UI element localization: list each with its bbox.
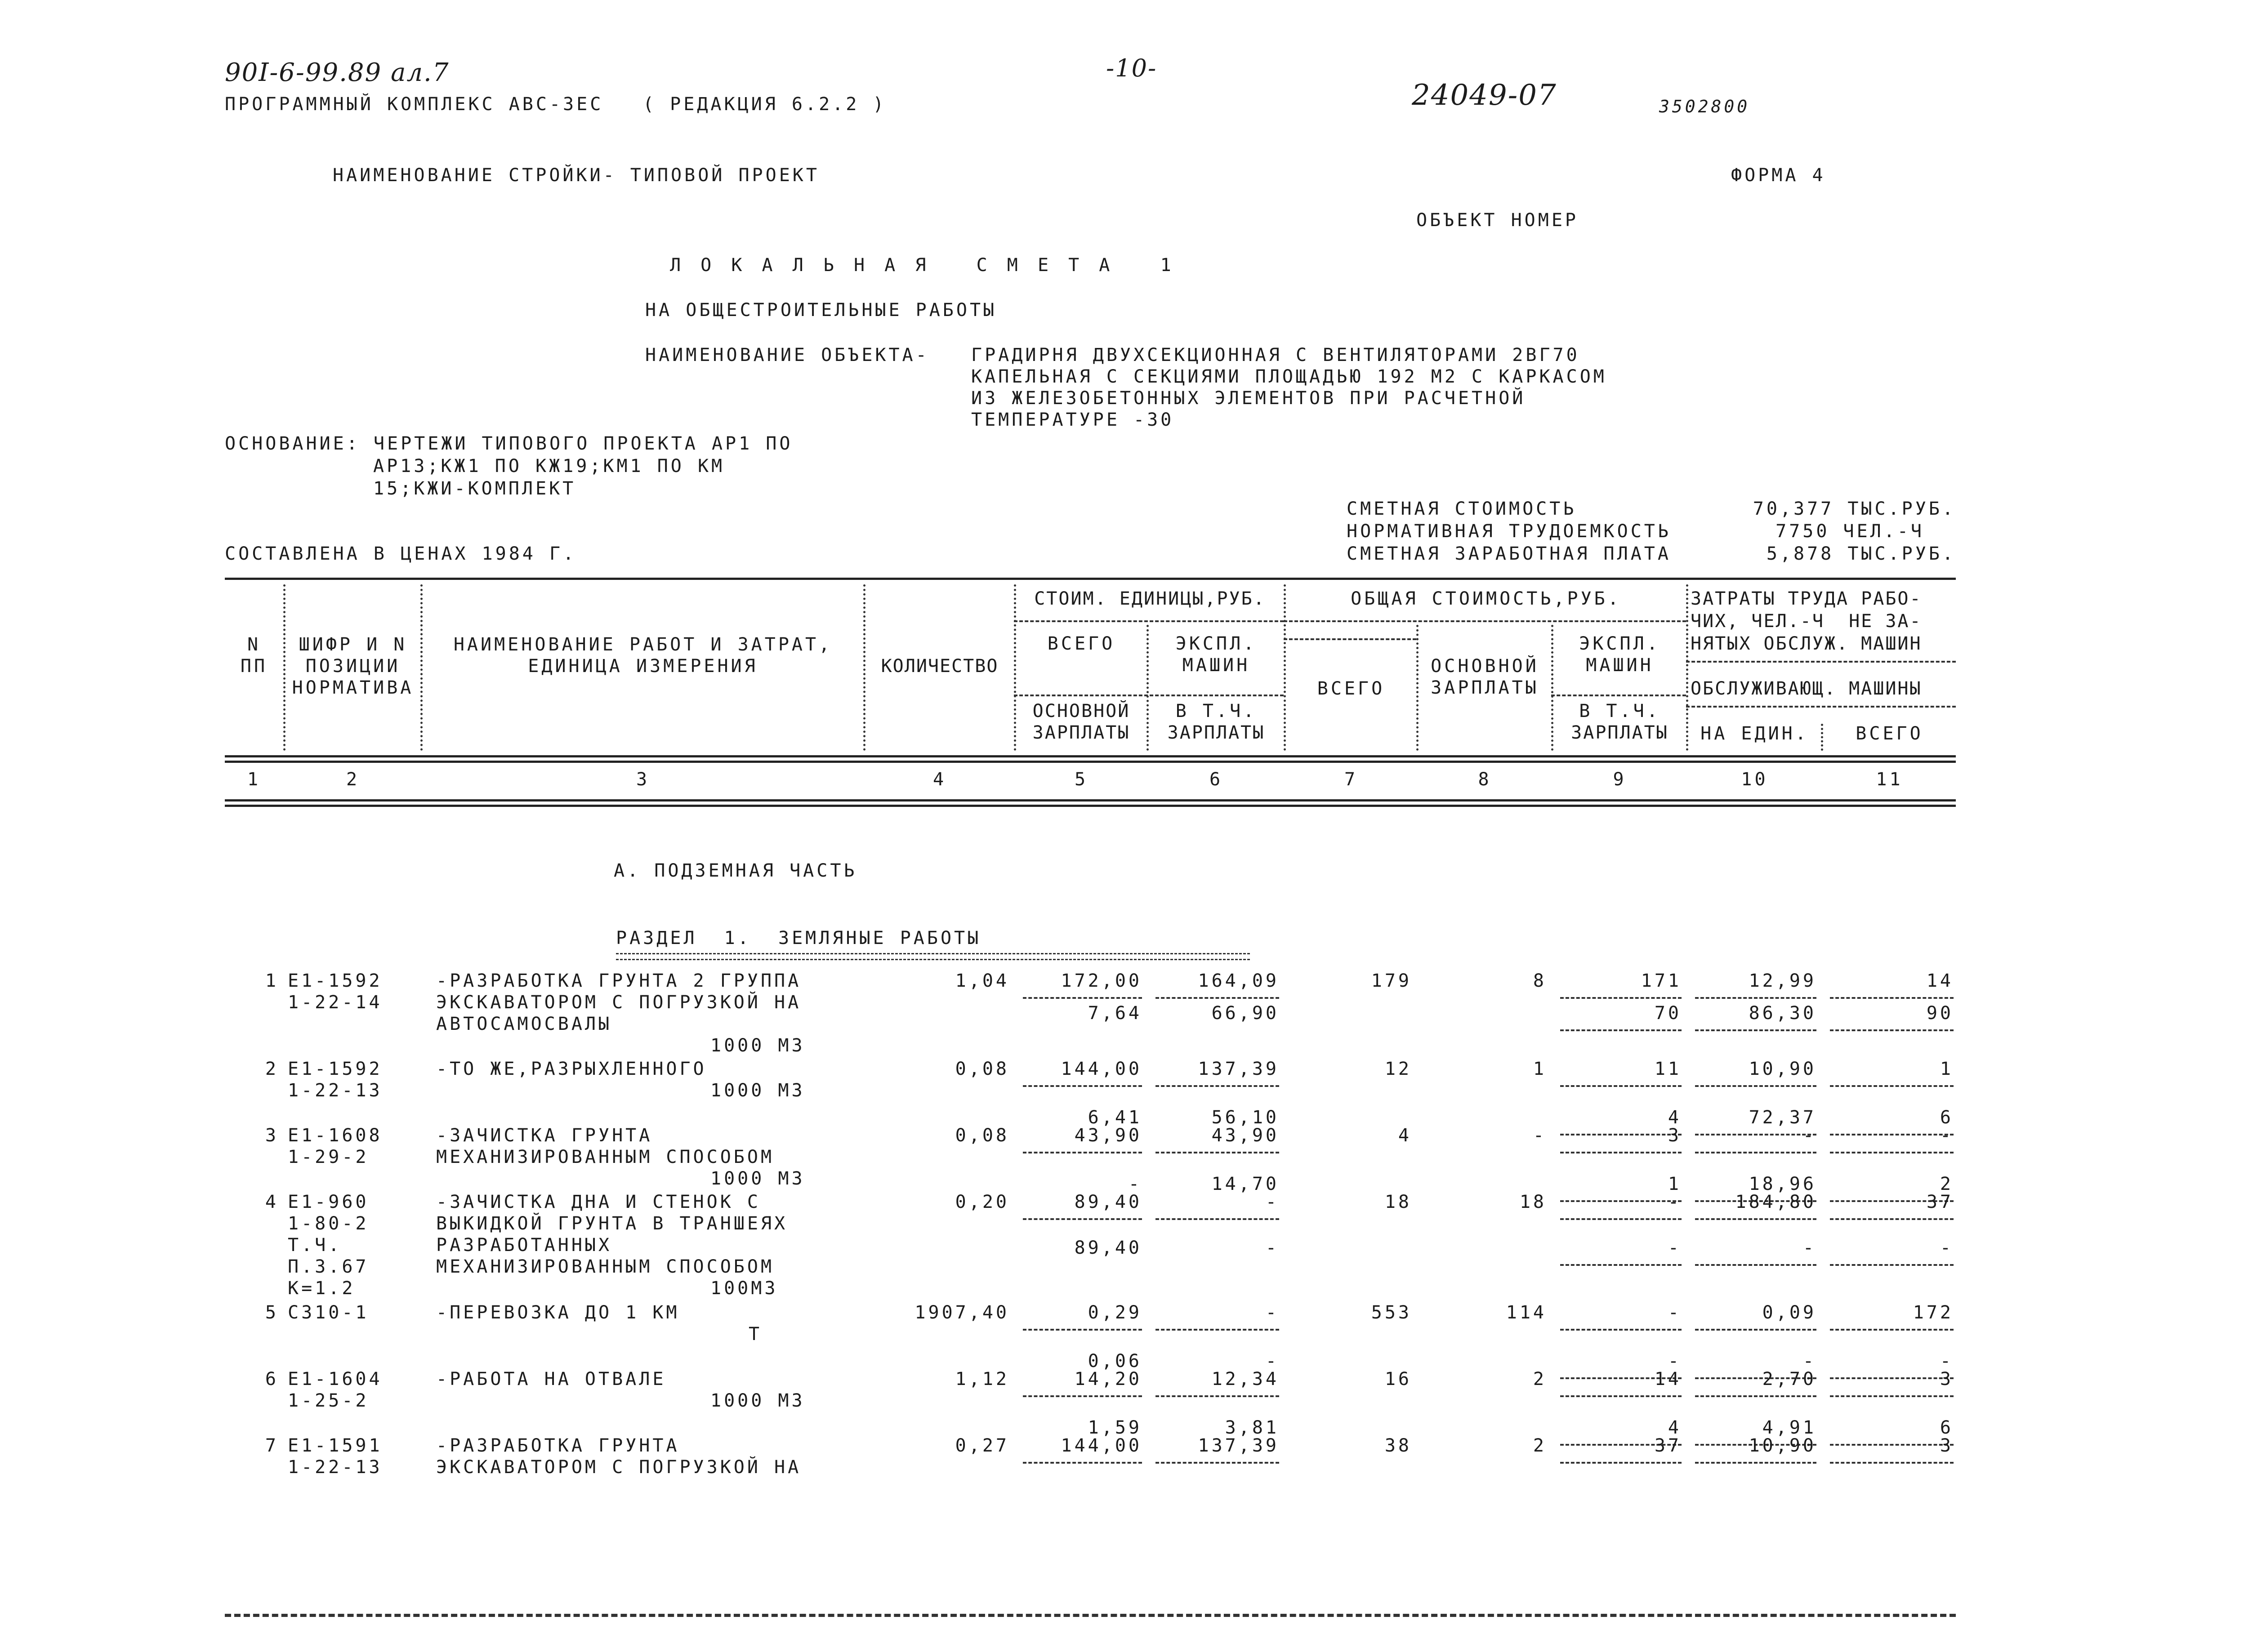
row-total-machines: 37	[1654, 1435, 1682, 1456]
row-unit: 1000 М3	[710, 1080, 805, 1101]
row-name: -ЗАЧИСТКА ГРУНТА	[436, 1125, 653, 1146]
col-labor: ЗАТРАТЫ ТРУДА РАБО-	[1691, 588, 1922, 609]
cell-underline	[1023, 1085, 1142, 1087]
row-total-wage: -	[1533, 1125, 1547, 1146]
row-total-machines: 3	[1668, 1125, 1682, 1146]
cell-underline	[1830, 997, 1954, 999]
row-total-wage: 2	[1533, 1369, 1547, 1389]
row-quantity: 1907,40	[915, 1302, 1009, 1323]
row-labor-machine-unit: 18,96	[1749, 1174, 1816, 1194]
col-unit-total: ВСЕГО	[1047, 633, 1115, 654]
prices-basis: СОСТАВЛЕНА В ЦЕНАХ 1984 Г.	[225, 543, 577, 564]
header-rule	[225, 799, 1956, 802]
row-number: 2	[265, 1059, 279, 1079]
row-unit: 1000 М3	[710, 1168, 805, 1189]
row-unit-total: 144,00	[1061, 1059, 1142, 1079]
page-bottom-rule	[225, 1614, 1956, 1617]
summary-value: 7750 ЧЕЛ.-Ч	[1776, 521, 1924, 542]
row-code: 1-29-2	[288, 1147, 369, 1167]
cell-underline	[1830, 1085, 1954, 1087]
row-labor-machine-total: 6	[1940, 1107, 1954, 1128]
header-rule	[1014, 695, 1284, 696]
col-code: ПОЗИЦИИ	[305, 656, 401, 677]
row-total-machines: 11	[1654, 1059, 1682, 1079]
object-line: КАПЕЛЬНАЯ С СЕКЦИЯМИ ПЛОЩАДЬЮ 192 М2 С КАРКАСОМ	[971, 366, 1607, 387]
cell-underline	[1023, 1329, 1142, 1331]
row-unit-total: 14,20	[1074, 1369, 1142, 1389]
cell-underline	[1155, 1218, 1279, 1220]
row-labor-per-unit: 10,90	[1749, 1435, 1816, 1456]
row-code: Е1-1604	[288, 1369, 383, 1389]
cell-underline	[1560, 1395, 1682, 1397]
row-labor-machine-unit: 4,91	[1762, 1417, 1816, 1438]
row-unit-wage: 7,64	[1088, 1003, 1142, 1024]
row-unit-incl: -	[1265, 1238, 1279, 1258]
cell-underline	[1695, 1329, 1816, 1331]
col-npp: ПП	[240, 656, 268, 677]
cell-underline	[1695, 1152, 1816, 1153]
basis-line: ОСНОВАНИЕ: ЧЕРТЕЖИ ТИПОВОГО ПРОЕКТА АР1 ПО	[225, 433, 793, 454]
column-number: 2	[346, 769, 360, 790]
header-rule	[225, 805, 1956, 807]
column-number: 3	[636, 769, 650, 790]
summary-label: НОРМАТИВНАЯ ТРУДОЕМКОСТЬ	[1347, 521, 1671, 542]
cell-underline	[1830, 1462, 1954, 1464]
column-number: 1	[247, 769, 261, 790]
row-name: ЭКСКАВАТОРОМ С ПОГРУЗКОЙ НА	[436, 992, 802, 1013]
cell-underline	[1830, 1029, 1954, 1031]
row-number: 1	[265, 971, 279, 991]
row-unit-machines: 137,39	[1198, 1059, 1279, 1079]
row-total-incl: 70	[1654, 1003, 1682, 1024]
row-unit-machines: 164,09	[1198, 971, 1279, 991]
object-line: ТЕМПЕРАТУРЕ -30	[971, 410, 1174, 430]
header-rule	[1014, 620, 1284, 622]
row-total: 179	[1371, 971, 1412, 991]
cell-underline	[1695, 997, 1816, 999]
row-labor-machine-unit: 86,30	[1749, 1003, 1816, 1024]
row-labor-machine-unit: -	[1802, 1351, 1816, 1371]
row-quantity: 0,08	[955, 1125, 1009, 1146]
row-code: Е1-1591	[288, 1435, 383, 1456]
row-unit-wage: 0,06	[1088, 1351, 1142, 1371]
cell-underline	[1155, 997, 1279, 999]
row-unit-total: 43,90	[1074, 1125, 1142, 1146]
row-labor-per-unit: 0,09	[1762, 1302, 1816, 1323]
row-code: Е1-1608	[288, 1125, 383, 1146]
row-name: -РАБОТА НА ОТВАЛЕ	[436, 1369, 666, 1389]
row-unit-machines: -	[1265, 1192, 1279, 1212]
col-unit-incl: ЗАРПЛАТЫ	[1167, 722, 1265, 743]
summary-label: СМЕТНАЯ СТОИМОСТЬ	[1347, 499, 1577, 519]
row-code: Е1-1592	[288, 971, 383, 991]
column-number: 9	[1613, 769, 1627, 790]
row-total: 553	[1371, 1302, 1412, 1323]
column-number: 5	[1074, 769, 1089, 790]
razdel-title: РАЗДЕЛ 1. ЗЕМЛЯНЫЕ РАБОТЫ	[616, 928, 981, 948]
cell-underline	[1560, 1029, 1682, 1031]
program-name: ПРОГРАММНЫЙ КОМПЛЕКС АВС-3ЕС	[225, 94, 604, 115]
row-unit: 100М3	[710, 1278, 778, 1299]
header-rule	[1686, 661, 1956, 663]
row-total: 38	[1384, 1435, 1412, 1456]
row-labor-machine-total: 6	[1940, 1417, 1954, 1438]
row-code: 1-80-2	[288, 1213, 369, 1234]
row-unit-wage: 6,41	[1088, 1107, 1142, 1128]
row-total-incl: 4	[1668, 1417, 1682, 1438]
row-number: 6	[265, 1369, 279, 1389]
cell-underline	[1830, 1395, 1954, 1397]
row-total-wage: 2	[1533, 1435, 1547, 1456]
row-labor-total: 14	[1926, 971, 1954, 991]
row-total-machines: -	[1668, 1302, 1682, 1323]
col-total-incl: В Т.Ч.	[1579, 701, 1660, 721]
row-labor-per-unit: 12,99	[1749, 971, 1816, 991]
cell-underline	[1830, 1152, 1954, 1153]
row-unit-incl: 14,70	[1211, 1174, 1279, 1194]
row-unit-incl: 3,81	[1225, 1417, 1279, 1438]
row-unit-incl: -	[1265, 1351, 1279, 1371]
row-code: 1-22-14	[288, 992, 383, 1013]
row-labor-per-unit: -	[1802, 1125, 1816, 1146]
cell-underline	[1023, 997, 1142, 999]
row-name: -ТО ЖЕ,РАЗРЫХЛЕННОГО	[436, 1059, 707, 1079]
cell-underline	[1695, 1395, 1816, 1397]
cell-underline	[1560, 1218, 1682, 1220]
row-total: 18	[1384, 1192, 1412, 1212]
row-unit: 1000 М3	[710, 1390, 805, 1411]
object-number: ОБЪЕКТ НОМЕР	[1416, 210, 1579, 231]
column-number: 11	[1876, 769, 1903, 790]
row-unit-incl: 56,10	[1211, 1107, 1279, 1128]
col-total-wage: ЗАРПЛАТЫ	[1431, 677, 1539, 698]
row-labor-total: 3	[1940, 1369, 1954, 1389]
header-rule	[1284, 620, 1686, 622]
row-name: ВЫКИДКОЙ ГРУНТА В ТРАНШЕЯХ	[436, 1213, 788, 1234]
row-number: 3	[265, 1125, 279, 1146]
cell-underline	[1155, 1462, 1279, 1464]
col-labor-total: ВСЕГО	[1856, 723, 1923, 744]
row-code: Е1-960	[288, 1192, 369, 1212]
column-number: 6	[1209, 769, 1223, 790]
row-labor-total: 3	[1940, 1435, 1954, 1456]
row-code: П.3.67	[288, 1256, 369, 1277]
row-quantity: 1,12	[955, 1369, 1009, 1389]
row-unit-total: 89,40	[1074, 1192, 1142, 1212]
summary-value: 70,377 ТЫС.РУБ.	[1753, 499, 1956, 519]
basis-line: АР13;КЖ1 ПО КЖ19;КМ1 ПО КМ	[373, 456, 725, 476]
cell-underline	[1560, 997, 1682, 999]
col-labor: ЧИХ, ЧЕЛ.-Ч НЕ ЗА-	[1691, 611, 1922, 632]
col-unit-wage: ЗАРПЛАТЫ	[1032, 722, 1130, 743]
cell-underline	[1023, 1218, 1142, 1220]
col-total-cost: ОБЩАЯ СТОИМОСТЬ,РУБ.	[1351, 588, 1621, 609]
handwritten-id: 24049-07	[1412, 79, 1557, 112]
cell-underline	[1830, 1329, 1954, 1331]
col-quantity: КОЛИЧЕСТВО	[881, 656, 999, 677]
row-unit: Т	[749, 1324, 763, 1345]
cell-underline	[1155, 1085, 1279, 1087]
row-code: С310-1	[288, 1302, 369, 1323]
row-name: -ПЕРЕВОЗКА ДО 1 КМ	[436, 1302, 680, 1323]
row-total-machines: 14	[1654, 1369, 1682, 1389]
row-labor-machine-total: -	[1940, 1351, 1954, 1371]
col-total-machines: МАШИН	[1586, 655, 1654, 676]
row-labor-machine-unit: -	[1802, 1238, 1816, 1258]
cell-underline	[1560, 1264, 1682, 1266]
column-divider	[1284, 584, 1286, 751]
object-line: ИЗ ЖЕЛЕЗОБЕТОННЫХ ЭЛЕМЕНТОВ ПРИ РАСЧЕТНОЙ	[971, 388, 1526, 409]
row-unit-machines: 43,90	[1211, 1125, 1279, 1146]
row-unit-total: 144,00	[1061, 1435, 1142, 1456]
page-subtitle: НА ОБЩЕСТРОИТЕЛЬНЫЕ РАБОТЫ	[645, 300, 997, 321]
cell-underline	[1023, 1462, 1142, 1464]
cell-underline	[1695, 1029, 1816, 1031]
row-labor-per-unit: 10,90	[1749, 1059, 1816, 1079]
row-total-incl: 4	[1668, 1107, 1682, 1128]
cell-underline	[1560, 1329, 1682, 1331]
row-name: ЭКСКАВАТОРОМ С ПОГРУЗКОЙ НА	[436, 1457, 802, 1478]
cell-underline	[1023, 1152, 1142, 1153]
summary-label: СМЕТНАЯ ЗАРАБОТНАЯ ПЛАТА	[1347, 543, 1671, 564]
project-name: НАИМЕНОВАНИЕ СТРОЙКИ- ТИПОВОЙ ПРОЕКТ	[333, 165, 820, 186]
row-quantity: 0,20	[955, 1192, 1009, 1212]
row-labor-machine-total: 2	[1940, 1174, 1954, 1194]
col-unit-machines: МАШИН	[1182, 655, 1250, 676]
row-total: 16	[1384, 1369, 1412, 1389]
row-unit-machines: 137,39	[1198, 1435, 1279, 1456]
cell-underline	[1560, 1152, 1682, 1153]
cell-underline	[1560, 1462, 1682, 1464]
row-total-incl: -	[1668, 1351, 1682, 1371]
cell-underline	[1155, 1152, 1279, 1153]
cell-underline	[1155, 1395, 1279, 1397]
col-unit-incl: В Т.Ч.	[1175, 701, 1257, 721]
cell-underline	[1155, 1329, 1279, 1331]
row-total-wage: 18	[1519, 1192, 1547, 1212]
row-labor-total: -	[1940, 1125, 1954, 1146]
row-unit-total: 172,00	[1061, 971, 1142, 991]
row-unit: 1000 М3	[710, 1035, 805, 1056]
header-top-rule	[225, 578, 1956, 580]
row-name: -ЗАЧИСТКА ДНА И СТЕНОК С	[436, 1192, 761, 1212]
edition: ( РЕДАКЦИЯ 6.2.2 )	[643, 94, 887, 115]
row-number: 4	[265, 1192, 279, 1212]
row-total-incl: 1	[1668, 1174, 1682, 1194]
cell-underline	[1830, 1264, 1954, 1266]
header-rule	[1686, 706, 1956, 708]
row-total-machines: 171	[1641, 971, 1682, 991]
col-code: НОРМАТИВА	[292, 677, 414, 698]
col-total-all: ВСЕГО	[1317, 678, 1385, 699]
cell-underline	[1695, 1218, 1816, 1220]
col-code: ШИФР И N	[299, 634, 407, 655]
row-total-wage: 8	[1533, 971, 1547, 991]
row-name: -РАЗРАБОТКА ГРУНТА 2 ГРУППА	[436, 971, 802, 991]
col-labor-machines: ОБСЛУЖИВАЮЩ. МАШИНЫ	[1691, 678, 1922, 699]
col-labor: НЯТЫХ ОБСЛУЖ. МАШИН	[1691, 633, 1922, 654]
row-quantity: 0,27	[955, 1435, 1009, 1456]
row-unit-machines: 12,34	[1211, 1369, 1279, 1389]
row-quantity: 1,04	[955, 971, 1009, 991]
col-unit-machines: ЭКСПЛ.	[1175, 633, 1257, 654]
cell-underline	[1023, 1395, 1142, 1397]
col-total-incl: ЗАРПЛАТЫ	[1571, 722, 1669, 743]
object-line: ГРАДИРНЯ ДВУХСЕКЦИОННАЯ С ВЕНТИЛЯТОРАМИ 2ВГ70	[971, 345, 1580, 365]
document-code: 90I-6-99.89 ал.7	[225, 58, 450, 87]
summary-value: 5,878 ТЫС.РУБ.	[1766, 543, 1956, 564]
header-rule	[225, 755, 1956, 757]
section-title: А. ПОДЗЕМНАЯ ЧАСТЬ	[614, 860, 857, 881]
column-number: 8	[1478, 769, 1492, 790]
cell-underline	[1560, 1085, 1682, 1087]
cell-underline	[1695, 1264, 1816, 1266]
row-name: МЕХАНИЗИРОВАННЫМ СПОСОБОМ	[436, 1256, 775, 1277]
row-total: 4	[1398, 1125, 1412, 1146]
col-labor-per-unit: НА ЕДИН.	[1700, 723, 1809, 744]
row-unit-wage: 89,40	[1074, 1238, 1142, 1258]
row-labor-per-unit: 2,70	[1762, 1369, 1816, 1389]
column-number: 4	[932, 769, 947, 790]
row-name: РАЗРАБОТАННЫХ	[436, 1235, 612, 1256]
row-labor-total: 172	[1913, 1302, 1954, 1323]
row-number: 7	[265, 1435, 279, 1456]
cell-underline	[1695, 1085, 1816, 1087]
cell-underline	[1695, 1462, 1816, 1464]
row-name: -РАЗРАБОТКА ГРУНТА	[436, 1435, 680, 1456]
row-total-wage: 114	[1506, 1302, 1547, 1323]
basis-line: 15;КЖИ-КОМПЛЕКТ	[373, 478, 576, 499]
row-labor-total: 37	[1926, 1192, 1954, 1212]
row-total: 12	[1384, 1059, 1412, 1079]
row-quantity: 0,08	[955, 1059, 1009, 1079]
stamp-number: 3502800	[1659, 97, 1750, 116]
header-rule	[1551, 695, 1686, 696]
row-code: К=1.2	[288, 1278, 356, 1299]
razdel-underline	[616, 953, 1250, 960]
col-npp: N	[247, 634, 261, 655]
row-code: Е1-1592	[288, 1059, 383, 1079]
header-rule	[1284, 638, 1416, 640]
row-name: МЕХАНИЗИРОВАННЫМ СПОСОБОМ	[436, 1147, 775, 1167]
form-label: ФОРМА 4	[1731, 165, 1826, 186]
row-labor-total: 1	[1940, 1059, 1954, 1079]
col-unit-wage: ОСНОВНОЙ	[1032, 701, 1130, 721]
column-number: 10	[1741, 769, 1768, 790]
column-number: 7	[1344, 769, 1358, 790]
row-labor-per-unit: 184,80	[1735, 1192, 1816, 1212]
row-unit-total: 0,29	[1088, 1302, 1142, 1323]
row-unit-machines: -	[1265, 1302, 1279, 1323]
row-number: 5	[265, 1302, 279, 1323]
col-name: НАИМЕНОВАНИЕ РАБОТ И ЗАТРАТ,	[453, 634, 833, 655]
row-code: Т.Ч.	[288, 1235, 342, 1256]
row-unit-incl: 66,90	[1211, 1003, 1279, 1024]
row-labor-machine-unit: 72,37	[1749, 1107, 1816, 1128]
row-total-machines: -	[1668, 1192, 1682, 1212]
cell-underline	[1830, 1218, 1954, 1220]
row-unit-wage: 1,59	[1088, 1417, 1142, 1438]
row-unit-wage: -	[1128, 1174, 1142, 1194]
row-code: 1-22-13	[288, 1080, 383, 1101]
page-title: Л О К А Л Ь Н А Я С М Е Т А 1	[670, 255, 1176, 276]
row-labor-machine-total: -	[1940, 1238, 1954, 1258]
object-label: НАИМЕНОВАНИЕ ОБЪЕКТА-	[645, 345, 929, 365]
row-total-wage: 1	[1533, 1059, 1547, 1079]
col-total-machines: ЭКСПЛ.	[1579, 633, 1660, 654]
row-name: АВТОСАМОСВАЛЫ	[436, 1014, 612, 1034]
row-code: 1-22-13	[288, 1457, 383, 1478]
row-total-incl: -	[1668, 1238, 1682, 1258]
row-code: 1-25-2	[288, 1390, 369, 1411]
row-labor-machine-total: 90	[1926, 1003, 1954, 1024]
col-name: ЕДИНИЦА ИЗМЕРЕНИЯ	[528, 656, 758, 677]
page-number: -10-	[1106, 54, 1157, 82]
header-rule	[225, 761, 1956, 763]
col-total-wage: ОСНОВНОЙ	[1431, 656, 1539, 677]
col-unit-cost: СТОИМ. ЕДИНИЦЫ,РУБ.	[1034, 588, 1266, 609]
